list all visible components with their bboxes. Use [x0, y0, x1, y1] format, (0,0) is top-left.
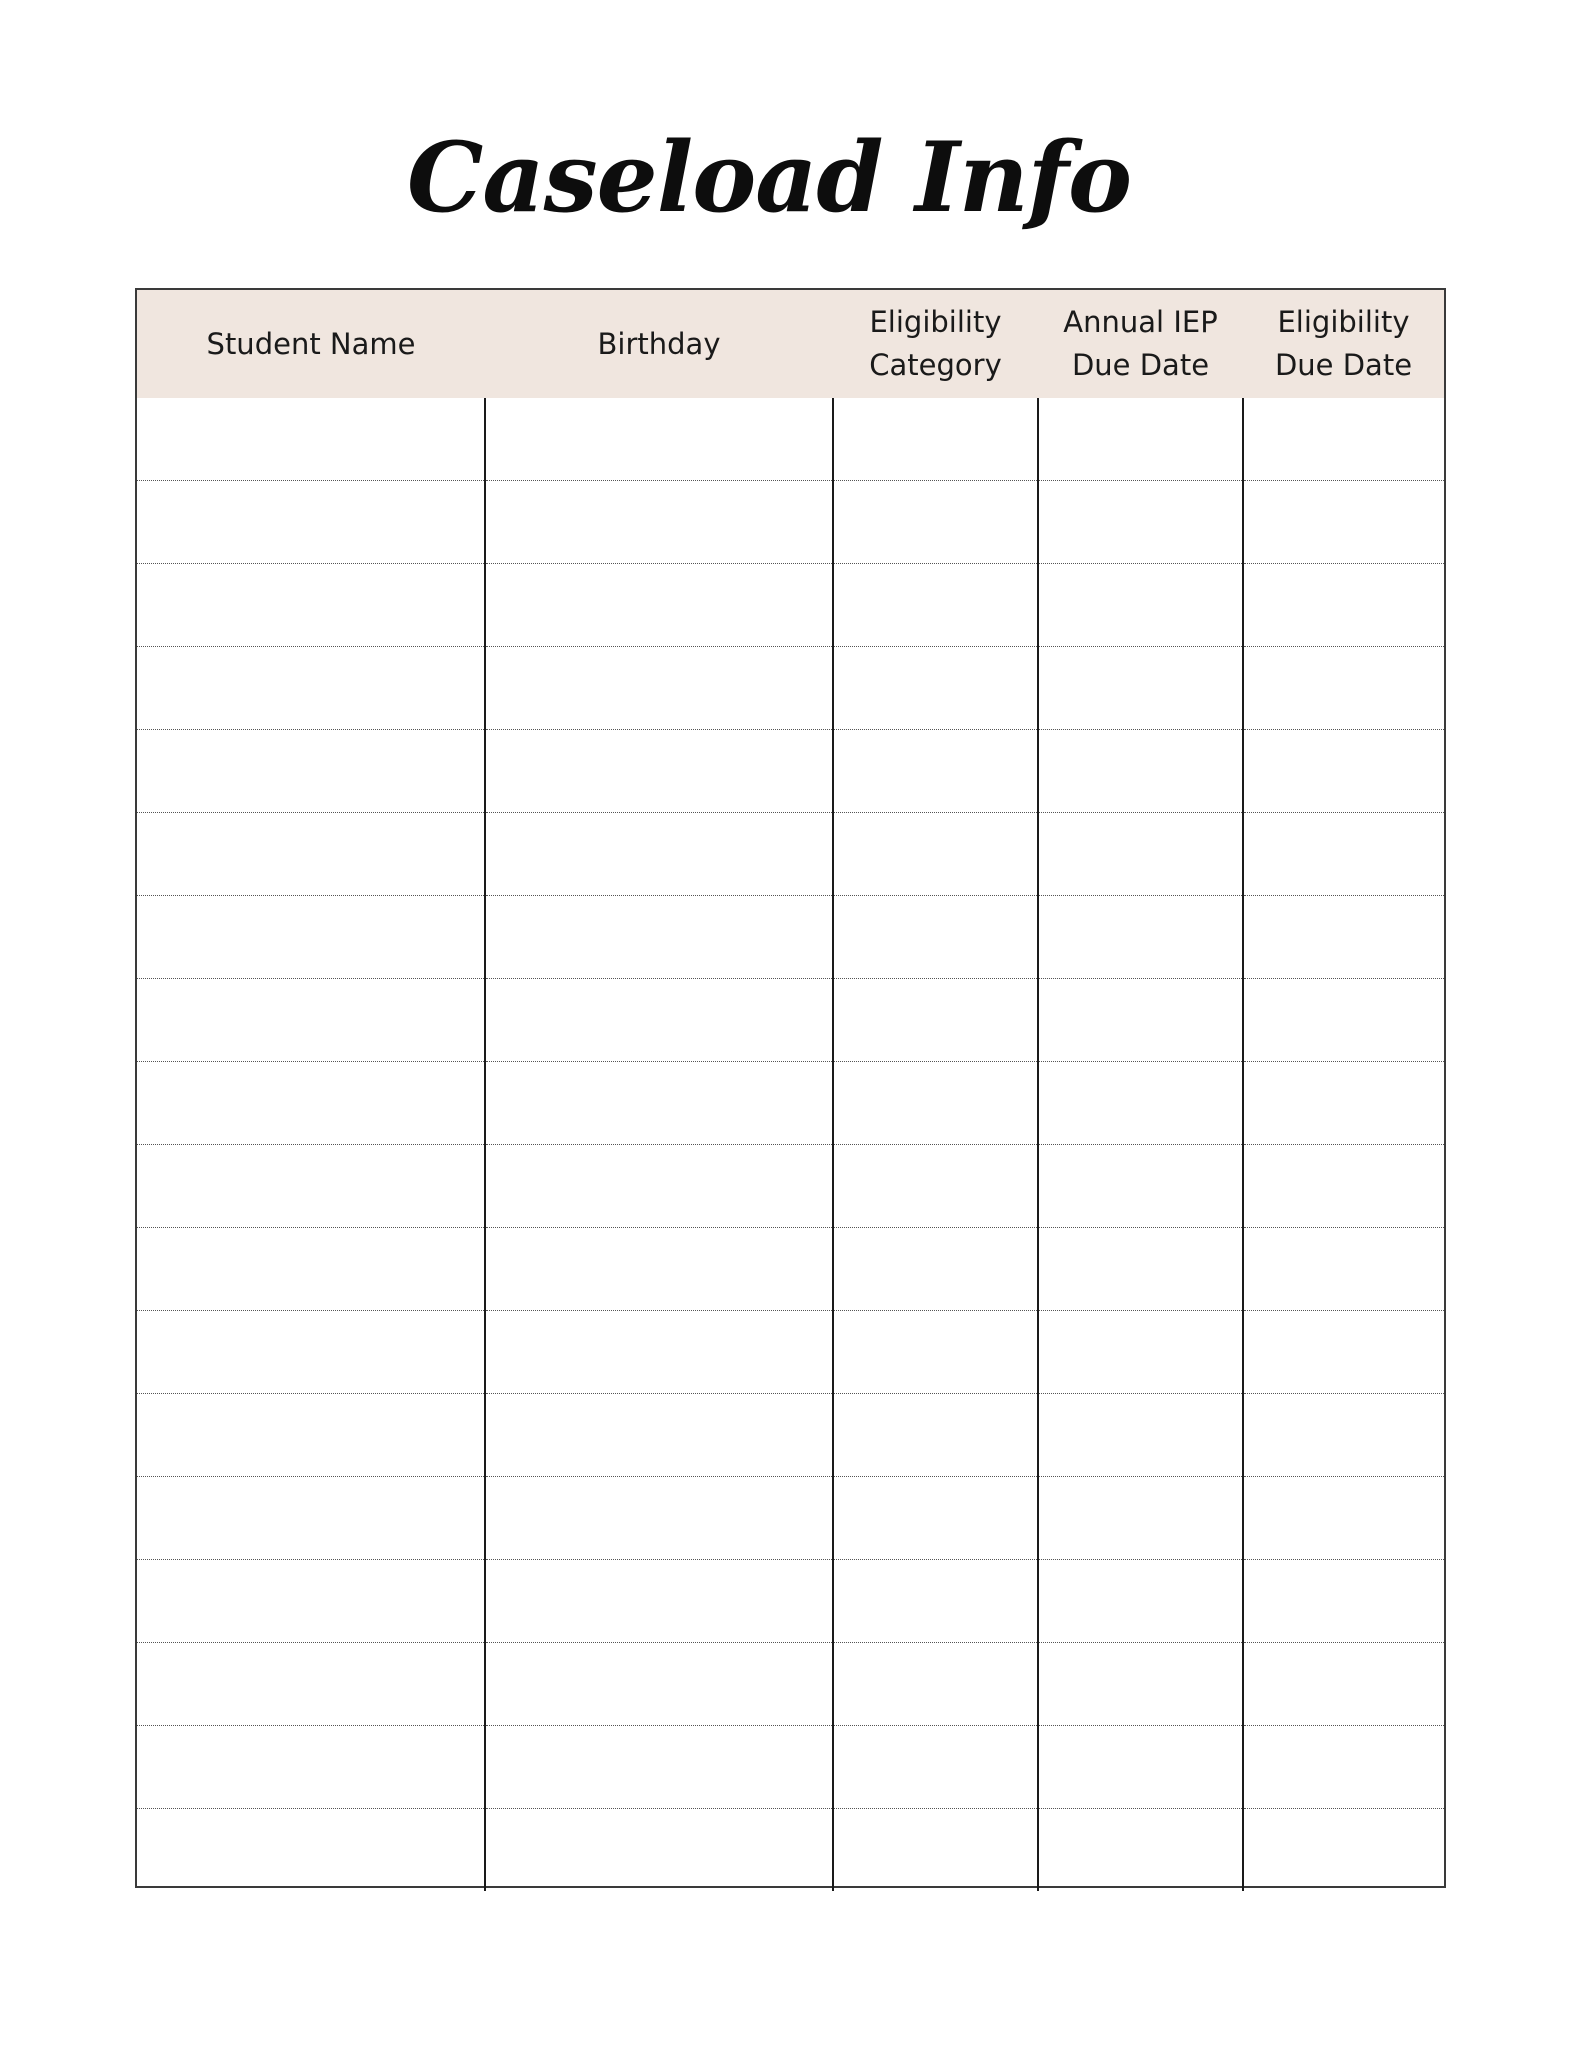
table-cell[interactable] [1243, 1809, 1444, 1892]
table-cell[interactable] [1243, 1643, 1444, 1726]
table-cell[interactable] [1243, 1560, 1444, 1643]
table-cell[interactable] [1243, 1228, 1444, 1311]
table-row [137, 896, 1444, 979]
table-cell[interactable] [137, 564, 485, 647]
table-cell[interactable] [485, 813, 833, 896]
table-row [137, 730, 1444, 813]
table-cell[interactable] [485, 1311, 833, 1394]
table-cell[interactable] [1038, 1643, 1243, 1726]
table-row [137, 1145, 1444, 1228]
table-cell[interactable] [833, 1643, 1038, 1726]
table-cell[interactable] [833, 1477, 1038, 1560]
table-cell[interactable] [137, 1477, 485, 1560]
table-cell[interactable] [1038, 1311, 1243, 1394]
table-cell[interactable] [833, 1726, 1038, 1809]
table-cell[interactable] [1038, 1145, 1243, 1228]
table-cell[interactable] [485, 1809, 833, 1892]
table-row [137, 979, 1444, 1062]
table-cell[interactable] [137, 1560, 485, 1643]
table-cell[interactable] [833, 1394, 1038, 1477]
column-header-birthday [485, 290, 833, 398]
table-cell[interactable] [833, 647, 1038, 730]
table-cell[interactable] [833, 730, 1038, 813]
table-cell[interactable] [485, 979, 833, 1062]
table-cell[interactable] [1038, 481, 1243, 564]
table-cell[interactable] [137, 979, 485, 1062]
table-cell[interactable] [485, 730, 833, 813]
table-cell[interactable] [1243, 1145, 1444, 1228]
table-cell[interactable] [1243, 1394, 1444, 1477]
table-cell[interactable] [137, 1726, 485, 1809]
table-body [137, 398, 1444, 1891]
table-cell[interactable] [137, 1394, 485, 1477]
table-cell[interactable] [1243, 730, 1444, 813]
table-cell[interactable] [1038, 1560, 1243, 1643]
table-row [137, 1560, 1444, 1643]
table-cell[interactable] [1243, 896, 1444, 979]
table-cell[interactable] [485, 647, 833, 730]
table-cell[interactable] [1243, 564, 1444, 647]
table-cell[interactable] [485, 1643, 833, 1726]
table-cell[interactable] [137, 1311, 485, 1394]
table-row [137, 1228, 1444, 1311]
column-header-line: Due Date [1071, 348, 1210, 382]
table-cell[interactable] [833, 979, 1038, 1062]
table-cell[interactable] [1243, 481, 1444, 564]
table-cell[interactable] [833, 398, 1038, 481]
table-cell[interactable] [137, 896, 485, 979]
table-cell[interactable] [1243, 1062, 1444, 1145]
table-cell[interactable] [485, 1145, 833, 1228]
table-cell[interactable] [137, 1228, 485, 1311]
table-cell[interactable] [137, 481, 485, 564]
table-row [137, 1643, 1444, 1726]
table-row [137, 813, 1444, 896]
table-cell[interactable] [485, 481, 833, 564]
column-header-eligibility-category [833, 290, 1038, 398]
table-cell[interactable] [833, 1228, 1038, 1311]
table-cell[interactable] [833, 564, 1038, 647]
table-cell[interactable] [1038, 1477, 1243, 1560]
table-cell[interactable] [1243, 1726, 1444, 1809]
table-cell[interactable] [1038, 1228, 1243, 1311]
table-cell[interactable] [485, 1726, 833, 1809]
table-cell[interactable] [485, 1228, 833, 1311]
table-cell[interactable] [833, 1311, 1038, 1394]
table-row [137, 1477, 1444, 1560]
table-cell[interactable] [485, 1560, 833, 1643]
table-cell[interactable] [833, 481, 1038, 564]
column-header-eligibility-due-date [1243, 290, 1444, 398]
table-cell[interactable] [137, 730, 485, 813]
table-cell[interactable] [833, 1062, 1038, 1145]
table-cell[interactable] [1243, 647, 1444, 730]
table-cell[interactable] [1243, 979, 1444, 1062]
table-cell[interactable] [1038, 1809, 1243, 1892]
table-cell[interactable] [1243, 1477, 1444, 1560]
column-header-line: Student Name [206, 326, 416, 361]
table-row [137, 1726, 1444, 1809]
table-cell[interactable] [1038, 896, 1243, 979]
table-cell[interactable] [137, 813, 485, 896]
table-cell[interactable] [485, 564, 833, 647]
table-cell[interactable] [485, 398, 833, 481]
table-cell[interactable] [833, 1809, 1038, 1892]
table-row [137, 647, 1444, 730]
caseload-table [137, 290, 1444, 1891]
table-cell[interactable] [833, 896, 1038, 979]
table-cell[interactable] [833, 813, 1038, 896]
table-cell[interactable] [1243, 813, 1444, 896]
column-header-line: Eligibility [869, 305, 1002, 339]
column-header-student-name [137, 290, 485, 398]
table-cell[interactable] [137, 1145, 485, 1228]
table-cell[interactable] [1038, 1726, 1243, 1809]
column-header-line: Birthday [597, 326, 721, 361]
table-cell[interactable] [1243, 398, 1444, 481]
table-cell[interactable] [1038, 647, 1243, 730]
column-header-line: Due Date [1274, 348, 1413, 382]
column-header-annual-iep-due-date [1038, 290, 1243, 398]
table-cell[interactable] [137, 647, 485, 730]
table-cell[interactable] [137, 1809, 485, 1892]
table-cell[interactable] [1038, 813, 1243, 896]
table-cell[interactable] [485, 1477, 833, 1560]
page-title: Caseload Info [406, 121, 1131, 234]
table-cell[interactable] [485, 896, 833, 979]
table-row [137, 1394, 1444, 1477]
table-cell[interactable] [833, 1560, 1038, 1643]
table-cell[interactable] [1038, 979, 1243, 1062]
table-row [137, 1062, 1444, 1145]
table-cell[interactable] [137, 398, 485, 481]
table-row [137, 1311, 1444, 1394]
table-row [137, 398, 1444, 481]
caseload-table-container [135, 288, 1446, 1888]
column-header-line: Eligibility [1277, 305, 1410, 339]
table-row [137, 481, 1444, 564]
table-cell[interactable] [137, 1643, 485, 1726]
table-cell[interactable] [1038, 398, 1243, 481]
table-cell[interactable] [833, 1145, 1038, 1228]
table-cell[interactable] [1038, 730, 1243, 813]
column-header-line: Category [869, 348, 1002, 382]
table-row [137, 1809, 1444, 1892]
column-header-line: Annual IEP [1063, 305, 1218, 339]
table-row [137, 564, 1444, 647]
table-cell[interactable] [485, 1062, 833, 1145]
table-cell[interactable] [137, 1062, 485, 1145]
table-cell[interactable] [485, 1394, 833, 1477]
table-cell[interactable] [1038, 564, 1243, 647]
table-cell[interactable] [1243, 1311, 1444, 1394]
table-cell[interactable] [1038, 1394, 1243, 1477]
table-header-row [137, 290, 1444, 398]
table-cell[interactable] [1038, 1062, 1243, 1145]
